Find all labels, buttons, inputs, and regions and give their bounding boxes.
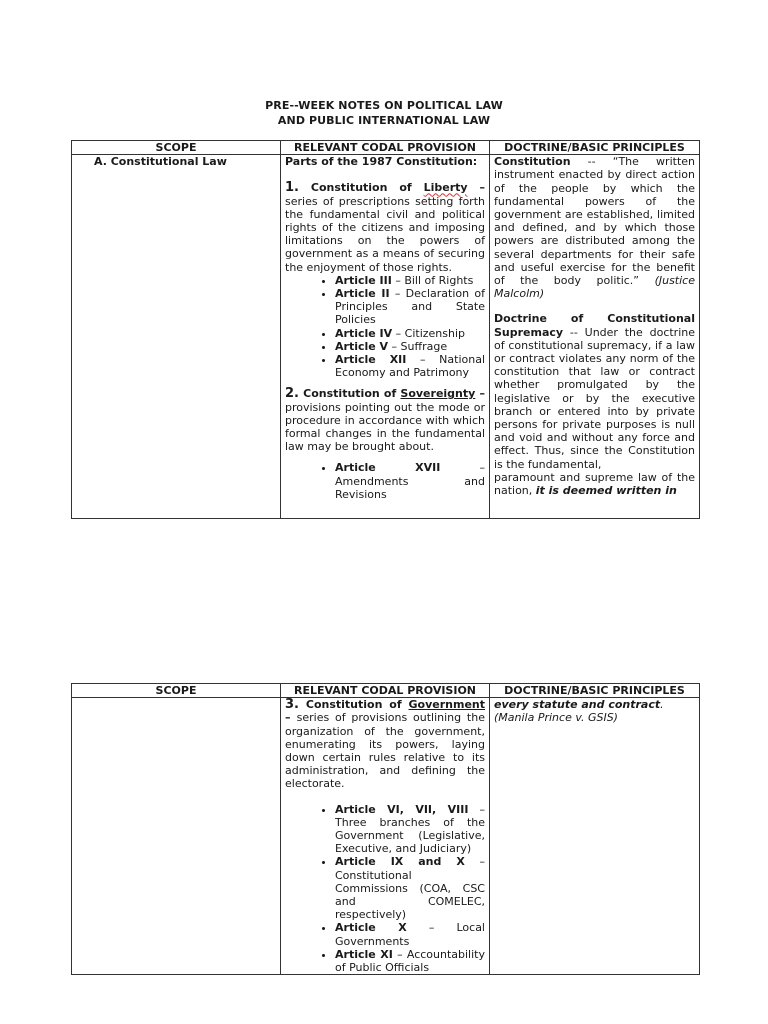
list-item: • Article VI, VII, VIII – Three branches of the Government (Legislative, Executive, and Judiciary) (335, 803, 485, 856)
list-item: • Article IX and X – Constitutional Commissions (COA, CSC and COMELEC, respectively) (335, 855, 485, 921)
scope-cell-empty (72, 698, 281, 975)
table-row (72, 698, 700, 975)
codal-cell (281, 698, 490, 975)
table-header-row (72, 141, 700, 155)
header-doctrine: DOCTRINE/BASIC PRINCIPLES (490, 141, 700, 155)
scope-cell: A. Constitutional Law (72, 155, 281, 519)
list-item: • Article II – Declaration of Principles and State Policies (335, 287, 485, 327)
list-item: • Article XVII – Amendments and Revisions (335, 461, 485, 501)
doctrine-supremacy-cont: paramount and supreme law of the nation, it is deemed written in (494, 470, 695, 498)
codal-part-sovereignty: 2. Constitution of Sovereignty – provisions pointing out the mode or procedure in accordance with which formal changes in the fundamental law may be brought about. (285, 386, 485, 454)
notes-table-page-2 (71, 683, 700, 975)
list-item: • Article XI – Accountability of Public Officials (335, 948, 485, 974)
doctrine-cell (490, 155, 700, 519)
list-item: • Article IV – Citizenship (335, 327, 485, 340)
doctrine-cell: every statute and contract. (Manila Prince v. GSIS) (490, 698, 700, 975)
header-codal: RELEVANT CODAL PROVISION (281, 141, 490, 155)
sovereignty-article-list (285, 461, 485, 501)
title-line-2: AND PUBLIC INTERNATIONAL LAW (277, 114, 491, 127)
table-row (72, 155, 700, 519)
liberty-article-list (285, 274, 485, 380)
doctrine-supremacy: Doctrine of Constitutional Supremacy -- Under the doctrine of constitutional supremacy, if a law or contract violates any norm of the constitution that law or contract whether promulgated by the legislative or by the executive branch or entered into by private persons for private purposes is null and void and without any force and effect. Thus, since the Constitution is the fundamental, (494, 312, 695, 471)
table-header-row (72, 684, 700, 698)
government-article-list (285, 803, 485, 975)
header-scope: SCOPE (72, 141, 281, 155)
document-title (0, 98, 768, 128)
list-item: • Article XII – National Economy and Patrimony (335, 353, 485, 379)
title-line-1: PRE--WEEK NOTES ON POLITICAL LAW (265, 99, 503, 112)
codal-part-government: 3. Constitution of Government – series of provisions outlining the organization of the government, enumerating its powers, laying down certain rules relative to its administration, and defining the electorate. (285, 697, 485, 791)
doctrine-constitution: Constitution -- “The written instrument enacted by direct action of the people by which the fundamental powers of the government are established, limited and defined, and by which those powers are distributed among the several departments for their safe and useful exercise for the benefit of the body politic.” (Justice Malcolm) (494, 155, 695, 301)
list-item: • Article X – Local Governments (335, 921, 485, 947)
header-doctrine: DOCTRINE/BASIC PRINCIPLES (490, 684, 700, 698)
codal-cell (281, 155, 490, 519)
codal-heading: Parts of the 1987 Constitution: (285, 155, 478, 169)
notes-table-page-1 (71, 140, 700, 519)
header-codal: RELEVANT CODAL PROVISION (281, 684, 490, 698)
header-scope: SCOPE (72, 684, 281, 698)
list-item: • Article III – Bill of Rights (335, 274, 485, 287)
codal-part-liberty: 1. Constitution of Liberty – series of prescriptions setting forth the fundamental civil and political rights of the citizens and imposing limitations on the powers of government as a means of securing the enjoyment of those rights. (285, 180, 485, 274)
list-item: • Article V – Suffrage (335, 340, 485, 353)
